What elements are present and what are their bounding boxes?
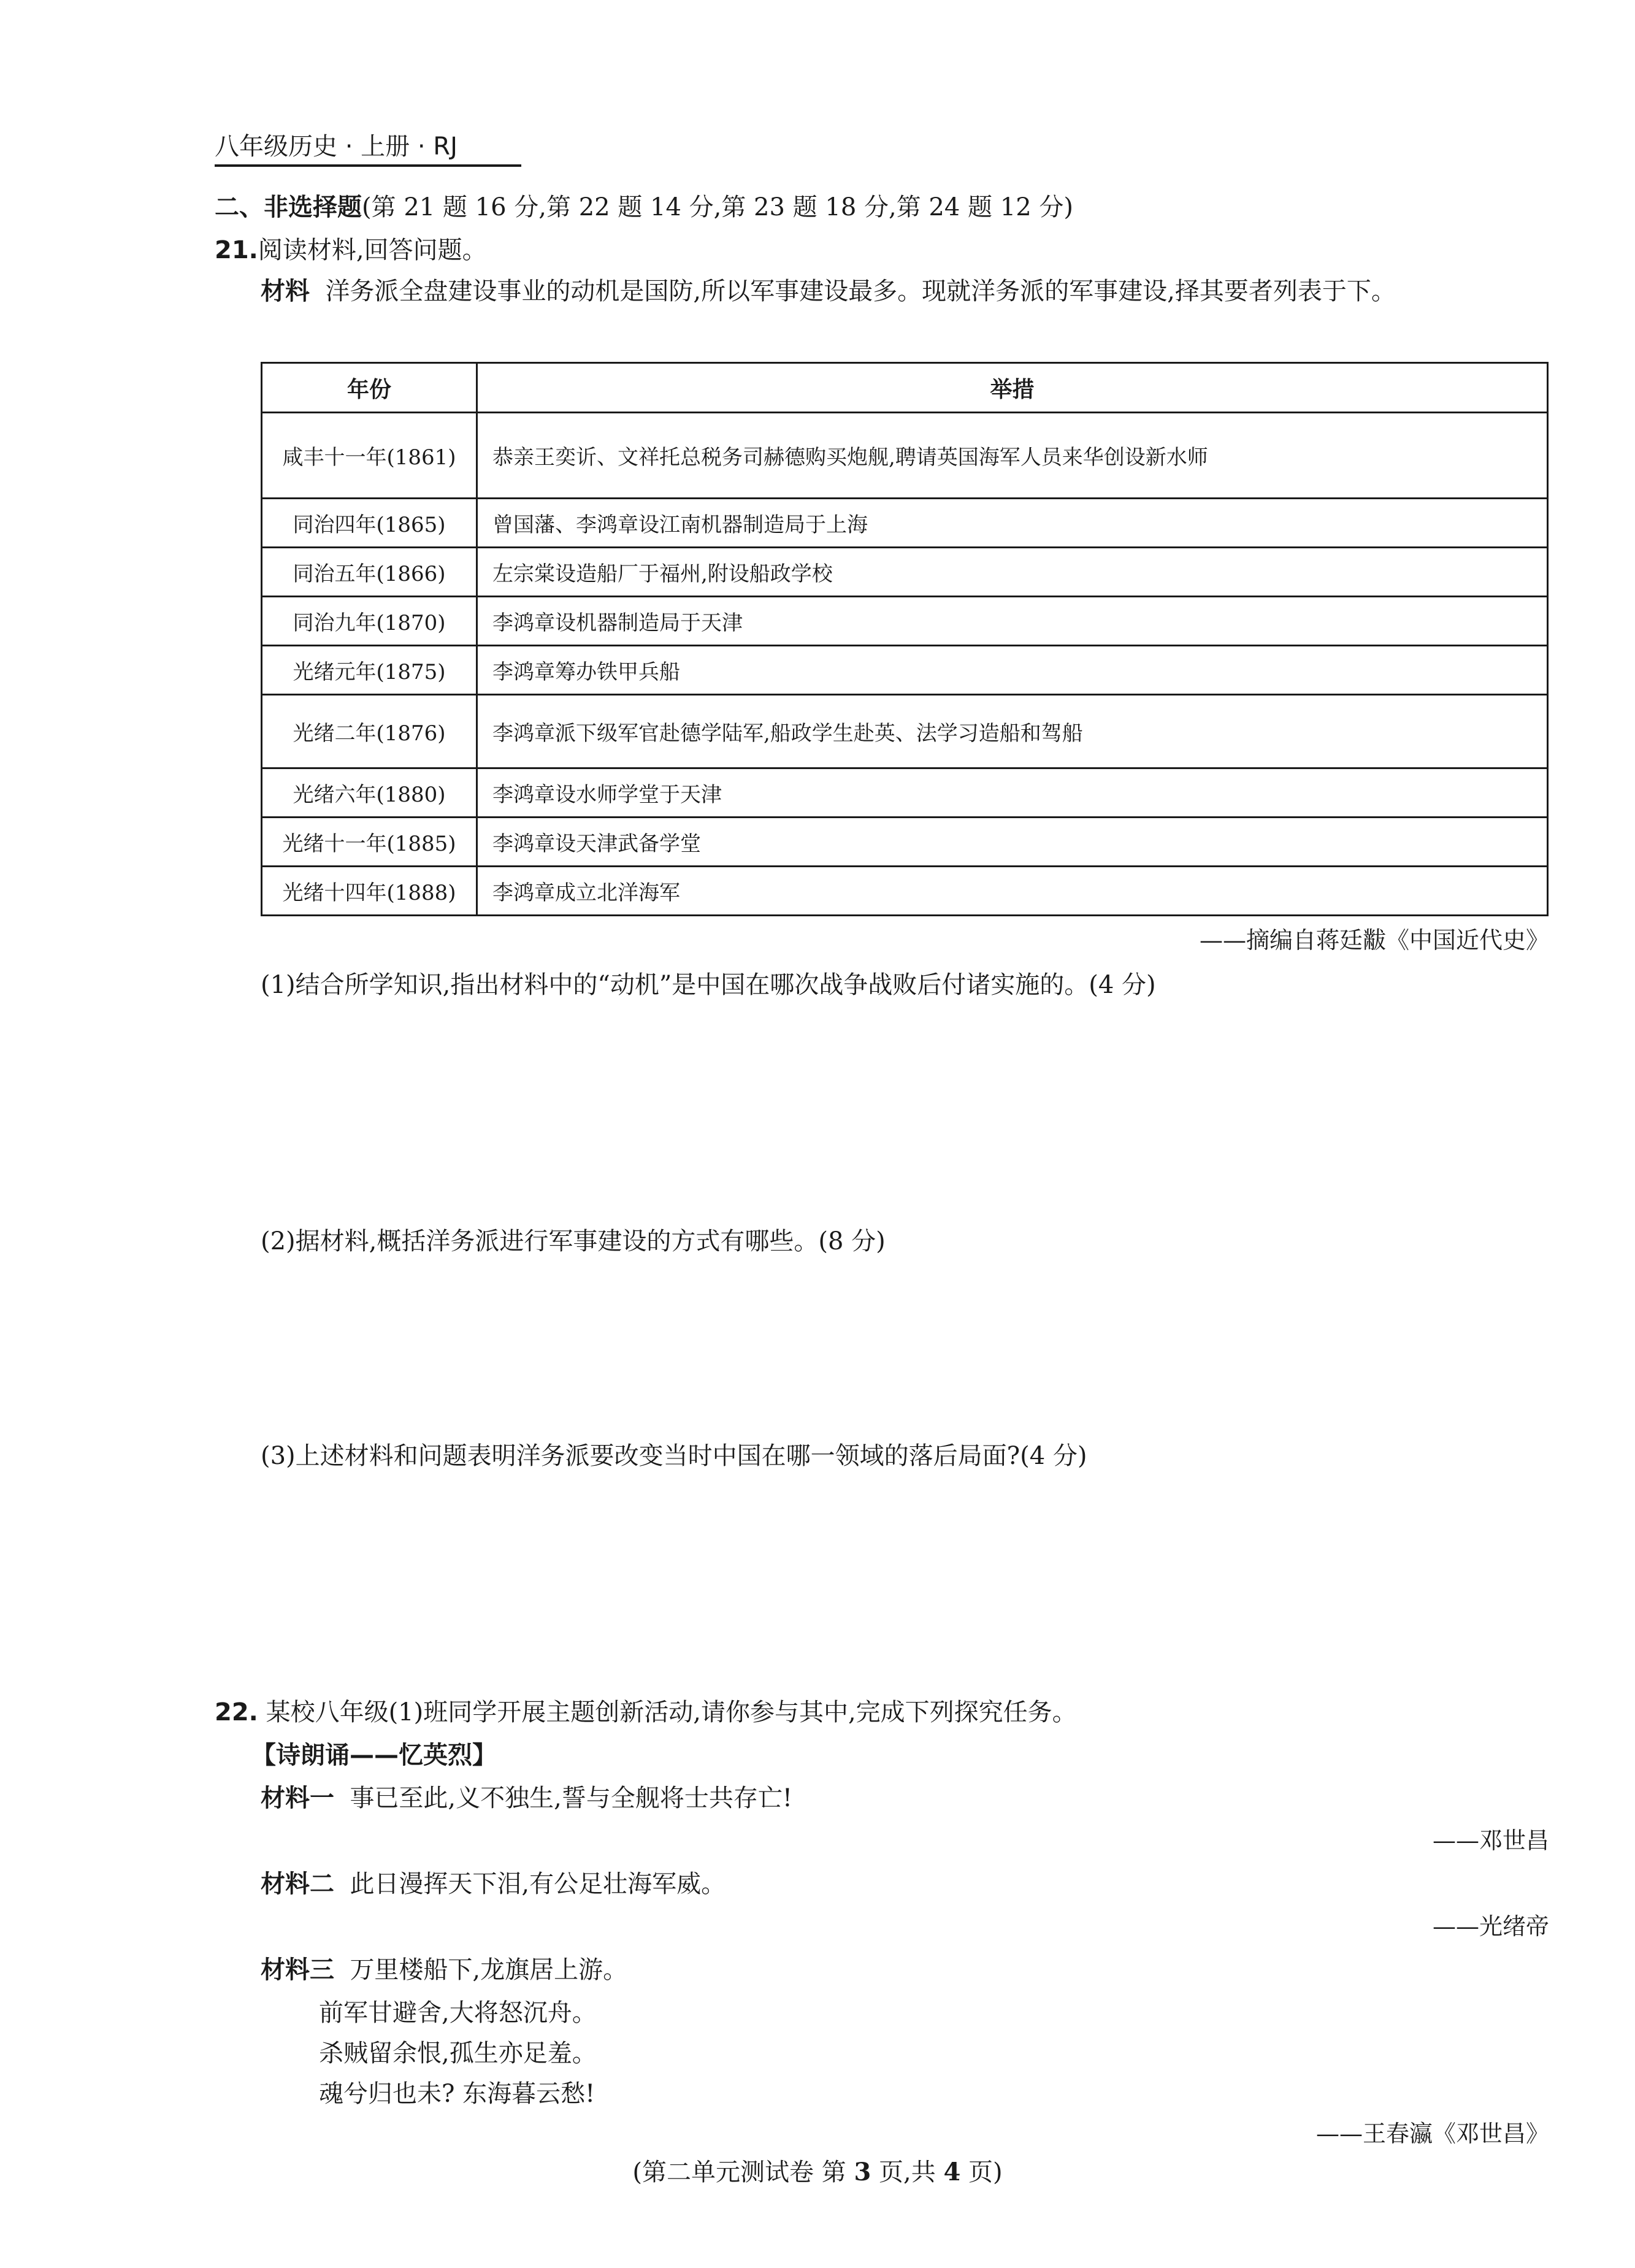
- table-header-measure: 举措: [477, 363, 1548, 413]
- table-cell-year: 同治九年(1870): [262, 597, 477, 646]
- q22-m3-line-3: 杀贼留余恨,孤生亦足羞。: [319, 2039, 597, 2067]
- q21-source: ——摘编自蒋廷黻《中国近代史》: [1199, 927, 1549, 954]
- q22-m1-source: ——邓世昌: [1432, 1827, 1549, 1854]
- table-cell-measure: 李鸿章筹办铁甲兵船: [477, 646, 1548, 695]
- q21-prompt: 阅读材料,回答问题。: [258, 236, 487, 264]
- q22-activity-title: [251, 1739, 497, 1771]
- q22-material-1: [261, 1782, 792, 1814]
- table-cell-measure: 李鸿章设机器制造局于天津: [477, 597, 1548, 646]
- q22-m3-label: 材料三: [261, 1956, 334, 1984]
- q22-m3-line-4: 魂兮归也未? 东海暮云愁!: [319, 2080, 595, 2108]
- table-row: [262, 867, 1548, 916]
- q22-prompt: 某校八年级(1)班同学开展主题创新活动,请你参与其中,完成下列探究任务。: [266, 1698, 1077, 1726]
- q21-material-label: 材料: [261, 277, 310, 305]
- q22-m1-label: 材料一: [261, 1784, 334, 1812]
- q21-sub2: (2)据材料,概括洋务派进行军事建设的方式有哪些。(8 分): [261, 1227, 886, 1255]
- section-title: [215, 191, 1073, 223]
- section-points: (第 21 题 16 分,第 22 题 14 分,第 23 题 18 分,第 24 题 12 分): [362, 193, 1073, 221]
- q22-m3-line-2: 前军甘避舍,大将怒沉舟。: [319, 1999, 597, 2027]
- q22-m3-source: ——王春瀛《邓世昌》: [1315, 2120, 1549, 2147]
- q22-m1-text: 事已至此,义不独生,誓与全舰将士共存亡!: [350, 1784, 792, 1812]
- table-cell-year: 咸丰十一年(1861): [262, 413, 477, 499]
- table-cell-year: 光绪二年(1876): [262, 695, 477, 768]
- page-footer: [0, 2156, 1635, 2188]
- table-row: [262, 597, 1548, 646]
- section-title-label: 二、非选择题: [215, 193, 362, 221]
- q21-sub3: (3)上述材料和问题表明洋务派要改变当时中国在哪一领域的落后局面?(4 分): [261, 1442, 1087, 1470]
- footer-total-pages: 4: [943, 2158, 961, 2186]
- table-cell-year: 光绪元年(1875): [262, 646, 477, 695]
- footer-mid: 页,共: [871, 2158, 944, 2186]
- footer-page-number: 3: [854, 2158, 871, 2186]
- table-cell-measure: 李鸿章派下级军官赴德学陆军,船政学生赴英、法学习造船和驾船: [477, 695, 1548, 768]
- table-cell-measure: 恭亲王奕䜣、文祥托总税务司赫德购买炮舰,聘请英国海军人员来华创设新水师: [477, 413, 1548, 499]
- q21-number: 21.: [215, 236, 258, 264]
- table-row: [262, 413, 1548, 499]
- table-cell-year: 光绪十一年(1885): [262, 818, 477, 867]
- footer-post: 页): [960, 2158, 1003, 2186]
- table-cell-year: 光绪六年(1880): [262, 768, 477, 818]
- table-cell-measure: 李鸿章设天津武备学堂: [477, 818, 1548, 867]
- table-cell-year: 同治四年(1865): [262, 499, 477, 548]
- table-row: [262, 646, 1548, 695]
- q22-activity-label: 【诗朗诵——忆英烈】: [251, 1741, 497, 1769]
- table-header-year: 年份: [262, 363, 477, 413]
- table-cell-measure: 李鸿章设水师学堂于天津: [477, 768, 1548, 818]
- table-row: [262, 548, 1548, 597]
- table-header-row: [262, 363, 1548, 413]
- q21-prompt-line: [215, 234, 487, 266]
- q22-m3-line-1: 万里楼船下,龙旗居上游。: [350, 1956, 628, 1984]
- footer-pre: (第二单元测试卷 第: [632, 2158, 854, 2186]
- table-row: [262, 818, 1548, 867]
- table-cell-measure: 左宗棠设造船厂于福州,附设船政学校: [477, 548, 1548, 597]
- q21-material: [261, 270, 1549, 313]
- q21-material-text: 洋务派全盘建设事业的动机是国防,所以军事建设最多。现就洋务派的军事建设,择其要者列表于下。: [325, 277, 1396, 305]
- table-row: [262, 695, 1548, 768]
- q22-material-2: [261, 1868, 726, 1900]
- q21-sub1: (1)结合所学知识,指出材料中的“动机”是中国在哪次战争战败后付诸实施的。(4 分): [261, 971, 1156, 999]
- q22-material-3: [261, 1954, 627, 1986]
- q22-number: 22.: [215, 1698, 258, 1726]
- table-cell-year: 光绪十四年(1888): [262, 867, 477, 916]
- table-cell-measure: 李鸿章成立北洋海军: [477, 867, 1548, 916]
- table-row: [262, 499, 1548, 548]
- book-tag: 八年级历史 · 上册 · RJ: [215, 131, 521, 167]
- table-cell-year: 同治五年(1866): [262, 548, 477, 597]
- q22-m2-label: 材料二: [261, 1870, 334, 1898]
- q22-prompt-line: [215, 1696, 1077, 1728]
- q22-m2-source: ——光绪帝: [1432, 1913, 1549, 1940]
- table-row: [262, 768, 1548, 818]
- table-cell-measure: 曾国藩、李鸿章设江南机器制造局于上海: [477, 499, 1548, 548]
- q22-m2-text: 此日漫挥天下泪,有公足壮海军威。: [350, 1870, 726, 1898]
- q21-measures-table: [261, 362, 1549, 916]
